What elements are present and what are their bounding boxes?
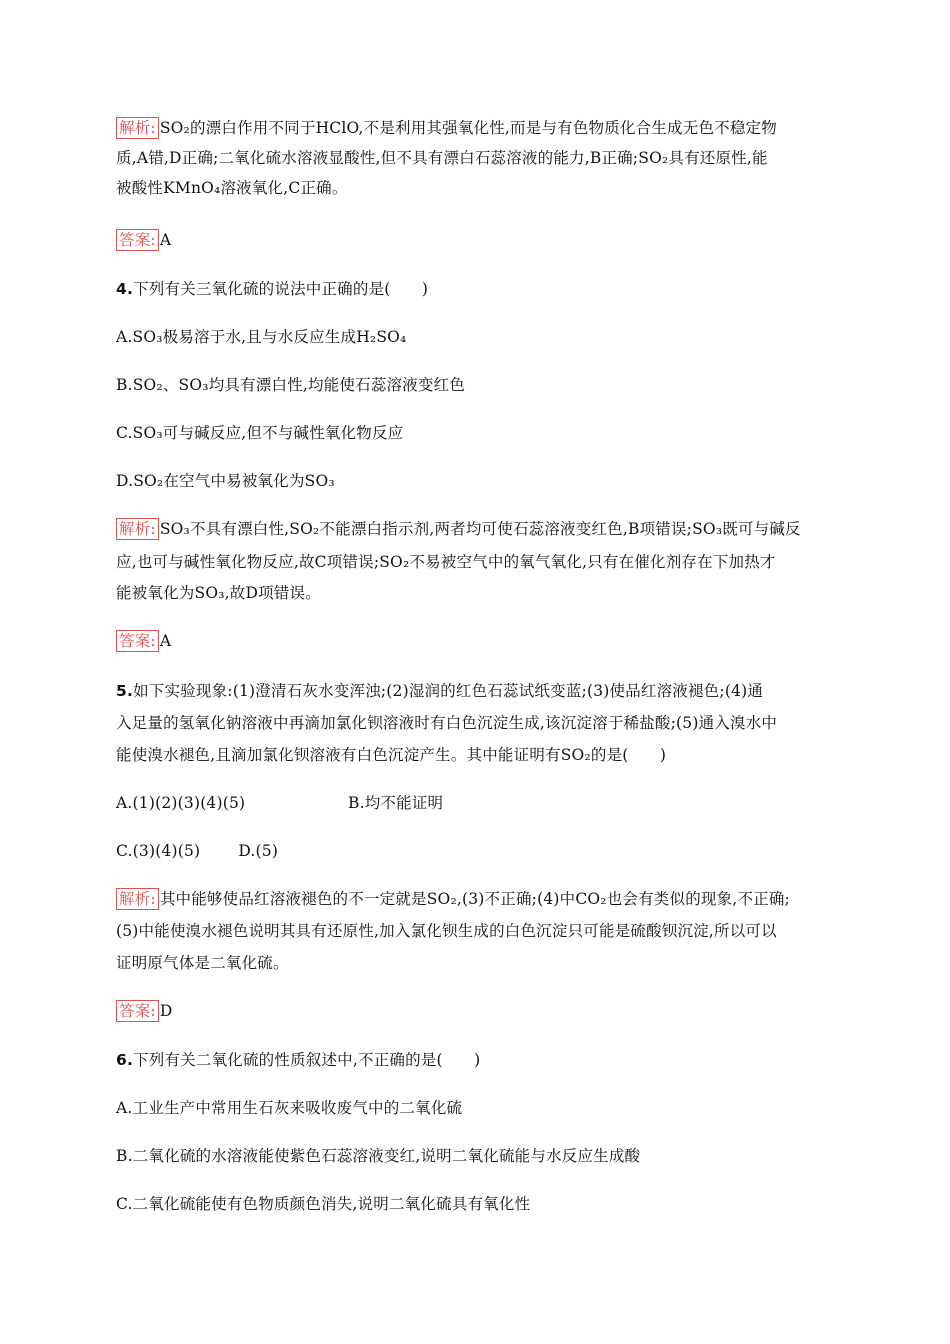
analysis-label: 解析: (116, 117, 159, 139)
q4-analysis-line3: 能被氧化为SO₃,故D项错误。 (116, 584, 321, 602)
q5-option-a: A.(1)(2)(3)(4)(5) (116, 794, 246, 812)
q4-option-b: B.SO₂、SO₃均具有漂白性,均能使石蕊溶液变红色 (116, 376, 466, 394)
q5-analysis-line2: (5)中能使溴水褪色说明其具有还原性,加入氯化钡生成的白色沉淀只可能是硫酸钡沉淀,所以可以 (116, 922, 777, 940)
q5-answer: 答案: D (116, 998, 172, 1024)
q6-option-c: C.二氧化硫能使有色物质颜色消失,说明二氧化硫具有氧化性 (116, 1195, 531, 1213)
q4-answer: 答案: A (116, 628, 171, 654)
q5-options-row2 (116, 838, 278, 864)
q4-stem: 4.下列有关三氧化硫的说法中正确的是( ) (116, 280, 429, 298)
q4-option-d: D.SO₂在空气中易被氧化为SO₃ (116, 472, 335, 490)
q4-option-a: A.SO₃极易溶于水,且与水反应生成H₂SO₄ (116, 328, 407, 346)
q3-analysis-line2: 质,A错,D正确;二氧化硫水溶液显酸性,但不具有漂白石蕊溶液的能力,B正确;SO₂具有还原性,能 (116, 149, 768, 167)
q4-analysis-line2: 应,也可与碱性氧化物反应,故C项错误;SO₂不易被空气中的氧气氧化,只有在催化剂存在下加热才 (116, 553, 776, 571)
answer-label: 答案: (116, 229, 159, 251)
q5-options-row1 (116, 790, 836, 816)
q4-analysis: 解析: SO₃不具有漂白性,SO₂不能漂白指示剂,两者均可使石蕊溶液变红色,B项错误;SO₃既可与碱反 (116, 516, 801, 542)
q6-option-a: A.工业生产中常用生石灰来吸收废气中的二氧化硫 (116, 1099, 463, 1117)
q6-option-b: B.二氧化硫的水溶液能使紫色石蕊溶液变红,说明二氧化硫能与水反应生成酸 (116, 1147, 641, 1165)
q4-option-c: C.SO₃可与碱反应,但不与碱性氧化物反应 (116, 424, 404, 442)
answer-label: 答案: (116, 630, 159, 652)
q5-option-c: C.(3)(4)(5) (116, 842, 201, 860)
q3-answer: 答案: A (116, 227, 171, 253)
question-number: 4. (116, 280, 134, 298)
analysis-label: 解析: (116, 518, 159, 540)
q3-analysis: 解析: SO₂的漂白作用不同于HClO,不是利用其强氧化性,而是与有色物质化合生成无色不稳定物 (116, 115, 777, 141)
q6-stem: 6.下列有关二氧化硫的性质叙述中,不正确的是( ) (116, 1051, 481, 1069)
question-number: 6. (116, 1051, 134, 1069)
q5-stem-line2: 入足量的氢氧化钠溶液中再滴加氯化钡溶液时有白色沉淀生成,该沉淀溶于稀盐酸;(5)通入溴水中 (116, 714, 778, 732)
q5-analysis-line3: 证明原气体是二氧化硫。 (116, 954, 289, 972)
q5-option-b: B.均不能证明 (348, 794, 444, 812)
analysis-label: 解析: (116, 888, 159, 910)
q5-option-d: D.(5) (238, 842, 279, 860)
q5-stem-line3: 能使溴水褪色,且滴加氯化钡溶液有白色沉淀产生。其中能证明有SO₂的是( ) (116, 746, 667, 764)
q3-analysis-line3: 被酸性KMnO₄溶液氧化,C正确。 (116, 179, 348, 197)
q5-stem: 5.如下实验现象:(1)澄清石灰水变浑浊;(2)湿润的红色石蕊试纸变蓝;(3)使品红溶液褪色;(4)通 (116, 682, 764, 700)
answer-label: 答案: (116, 1000, 159, 1022)
question-number: 5. (116, 682, 134, 700)
q5-analysis: 解析: 其中能够使品红溶液褪色的不一定就是SO₂,(3)不正确;(4)中CO₂也会有类似的现象,不正确; (116, 886, 790, 912)
